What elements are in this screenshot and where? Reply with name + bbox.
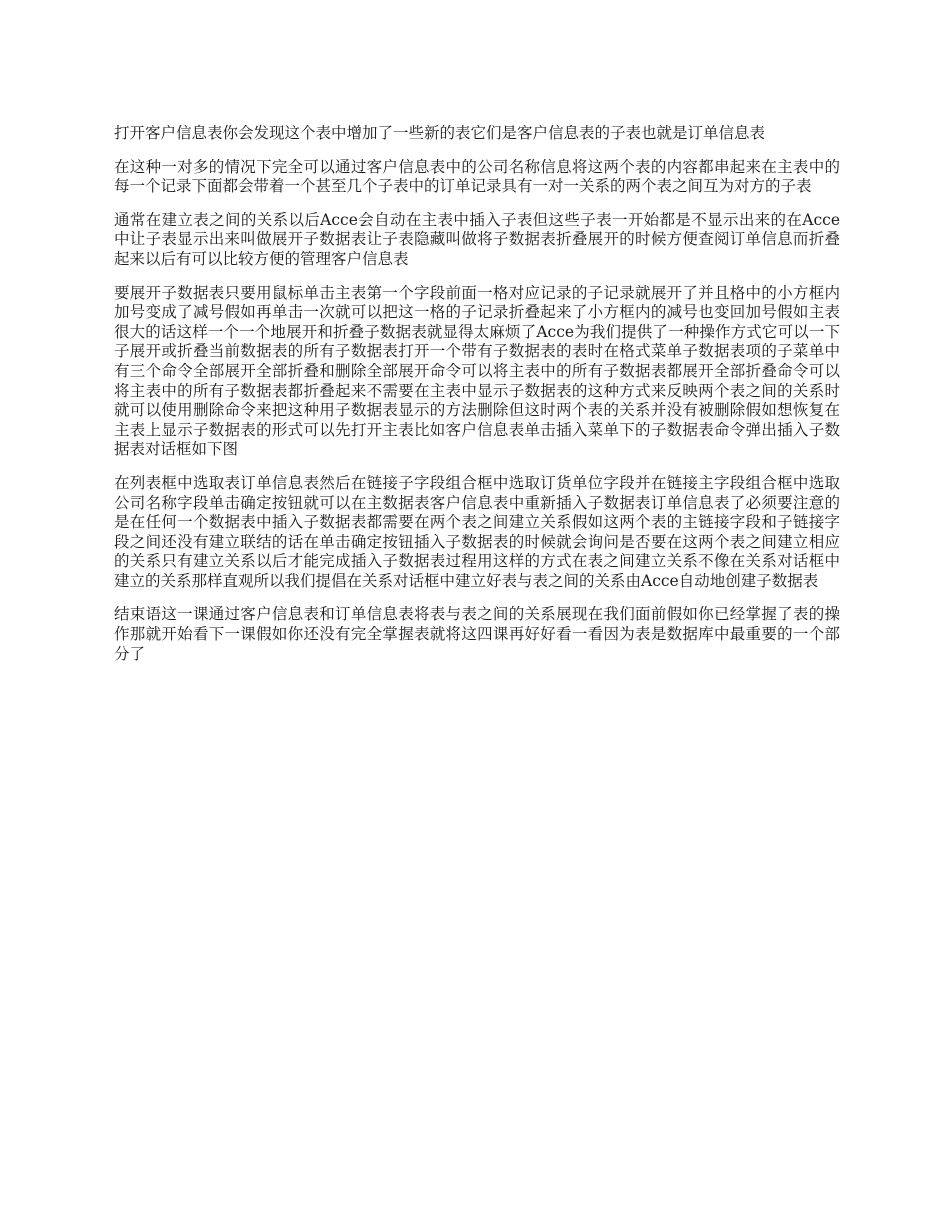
paragraph-5: 在列表框中选取表订单信息表然后在链接子字段组合框中选取订货单位字段并在链接主字段组合框中选取公司名称字段单击确定按钮就可以在主数据表客户信息表中重新插入子数据表订单信息表了必须要注意的是在任何一个数据表中插入子数据表都需要在两个表之间建立关系假如这两个表的主链接字段和子链接字段之间还没有建立联结的话在单击确定按钮插入子数据表的时候就会询问是否要在这两个表之间建立相应的关系只有建立关系以后才能完成插入子数据表过程用这样的方式在表之间建立关系不像在关系对话框中建立的关系那样直观所以我们提倡在关系对话框中建立好表与表之间的关系由Acce自动地创建子数据表 xyxy=(114,473,840,590)
paragraph-4: 要展开子数据表只要用鼠标单击主表第一个字段前面一格对应记录的子记录就展开了并且格中的小方框内加号变成了减号假如再单击一次就可以把这一格的子记录折叠起来了小方框内的减号也变回加号假如主表很大的话这样一个一个地展开和折叠子数据表就显得太麻烦了Acce为我们提供了一种操作方式它可以一下子展开或折叠当前数据表的所有子数据表打开一个带有子数据表的表时在格式菜单子数据表项的子菜单中有三个命令全部展开全部折叠和删除全部展开命令可以将主表中的所有子数据表都展开全部折叠命令可以将主表中的所有子数据表都折叠起来不需要在主表中显示子数据表的这种方式来反映两个表之间的关系时就可以使用删除命令来把这种用子数据表显示的方法删除但这时两个表的关系并没有被删除假如想恢复在主表上显示子数据表的形式可以先打开主表比如客户信息表单击插入菜单下的子数据表命令弹出插入子数据表对话框如下图 xyxy=(114,283,840,459)
paragraph-3: 通常在建立表之间的关系以后Acce会自动在主表中插入子表但这些子表一开始都是不显示出来的在Acce中让子表显示出来叫做展开子数据表让子表隐藏叫做将子数据表折叠展开的时候方便查阅订单信息而折叠起来以后有可以比较方便的管理客户信息表 xyxy=(114,210,840,268)
paragraph-2: 在这种一对多的情况下完全可以通过客户信息表中的公司名称信息将这两个表的内容都串起来在主表中的每一个记录下面都会带着一个甚至几个子表中的订单记录具有一对一关系的两个表之间互为对方的子表 xyxy=(114,157,840,196)
paragraph-1: 打开客户信息表你会发现这个表中增加了一些新的表它们是客户信息表的子表也就是订单信息表 xyxy=(114,124,766,142)
paragraph-6: 结束语这一课通过客户信息表和订单信息表将表与表之间的关系展现在我们面前假如你已经掌握了表的操作那就开始看下一课假如你还没有完全掌握表就将这四课再好好看一看因为表是数据库中最重要的一个部分了 xyxy=(114,605,840,663)
document-body xyxy=(114,124,840,678)
